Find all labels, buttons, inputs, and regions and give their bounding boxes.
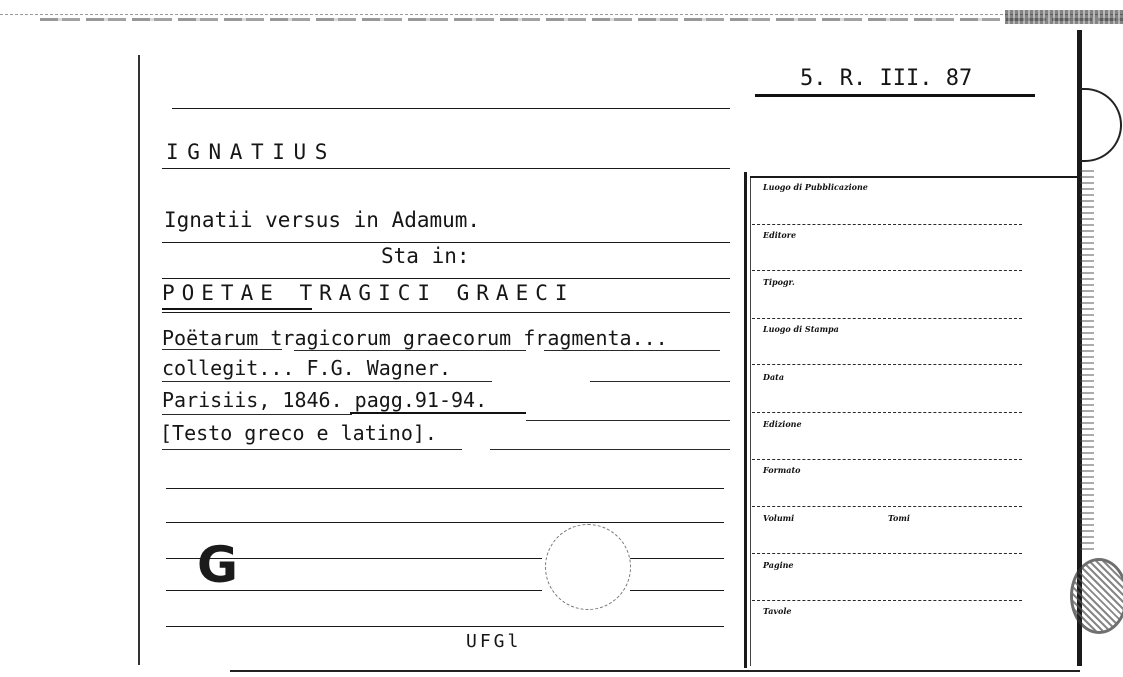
form-line-6: [752, 459, 1022, 460]
right-tab: [1080, 88, 1122, 162]
letter-mark: G: [197, 536, 239, 594]
form-line-3: [752, 318, 1022, 319]
scan-top-edge: [0, 14, 1123, 15]
form-label-tavole: Tavole: [763, 606, 792, 616]
form-label-editore: Editore: [763, 230, 797, 240]
title-underline: [162, 242, 730, 243]
form-label-volumi: Volumi: [763, 513, 795, 523]
shelfmark: 5. R. III. 87: [800, 66, 973, 91]
source-underline-2b: [590, 381, 730, 382]
right-stamp-circle: [1070, 558, 1123, 634]
card-bottom-edge: [230, 670, 1080, 672]
empty-rule-4b: [630, 590, 724, 591]
source-line-2: collegit... F.G. Wagner.: [162, 356, 451, 380]
empty-rule-3b: [630, 558, 724, 559]
sta-in: Sta in:: [381, 244, 470, 268]
bottom-code: UFGl: [466, 631, 522, 652]
shelfmark-underline: [755, 94, 1035, 97]
series-rule: [162, 312, 730, 313]
card-left-edge: [138, 55, 140, 665]
author-underline: [162, 168, 730, 169]
source-line-1: Poëtarum tragicorum graecorum fragmenta...: [162, 326, 668, 350]
source-underline-3a: [162, 414, 352, 415]
form-label-tipogr: Tipogr.: [763, 277, 795, 287]
series-underline: [162, 308, 312, 310]
form-left-border: [744, 172, 747, 668]
form-label-tomi: Tomi: [888, 513, 910, 523]
source-line-4: [Testo greco e latino].: [160, 421, 437, 445]
sta-in-underline: [162, 278, 730, 279]
source-underline-1c: [544, 350, 720, 351]
scan-top-strip: [1005, 10, 1123, 24]
form-line-9: [752, 600, 1022, 601]
form-label-data: Data: [763, 372, 784, 382]
source-underline-3b: [350, 412, 526, 414]
form-line-7: [752, 506, 1022, 507]
form-line-8: [752, 553, 1022, 554]
form-left-border-inner: [750, 178, 751, 666]
source-underline-4: [162, 449, 462, 450]
author-heading: IGNATIUS: [166, 140, 336, 164]
empty-rule-1: [166, 488, 724, 489]
right-spine-texture: [1080, 170, 1094, 550]
form-top-border: [750, 176, 1077, 178]
scan-top-edge-dark: [40, 18, 1123, 21]
form-label-pagine: Pagine: [763, 560, 794, 570]
series-heading: POETAE TRAGICI GRAECI: [162, 281, 575, 305]
source-underline-1b: [294, 350, 526, 351]
top-rule: [172, 108, 730, 109]
empty-rule-5: [166, 626, 724, 627]
form-line-4: [752, 364, 1022, 365]
form-label-edizione: Edizione: [763, 419, 802, 429]
source-underline-2: [162, 381, 492, 382]
form-line-2: [752, 270, 1022, 271]
source-underline-1a: [162, 349, 282, 350]
form-label-formato: Formato: [763, 465, 801, 475]
source-underline-4b: [490, 449, 730, 450]
punch-hole: [545, 524, 631, 610]
empty-rule-2: [166, 522, 724, 523]
source-line-3: Parisiis, 1846. pagg.91-94.: [162, 388, 488, 412]
form-line-1: [752, 224, 1022, 225]
form-label-luogo-pubblicazione: Luogo di Pubblicazione: [763, 182, 868, 192]
form-line-5: [752, 412, 1022, 413]
form-label-luogo-stampa: Luogo di Stampa: [763, 324, 839, 334]
title-line: Ignatii versus in Adamum.: [164, 208, 481, 232]
source-underline-3c: [526, 420, 730, 421]
